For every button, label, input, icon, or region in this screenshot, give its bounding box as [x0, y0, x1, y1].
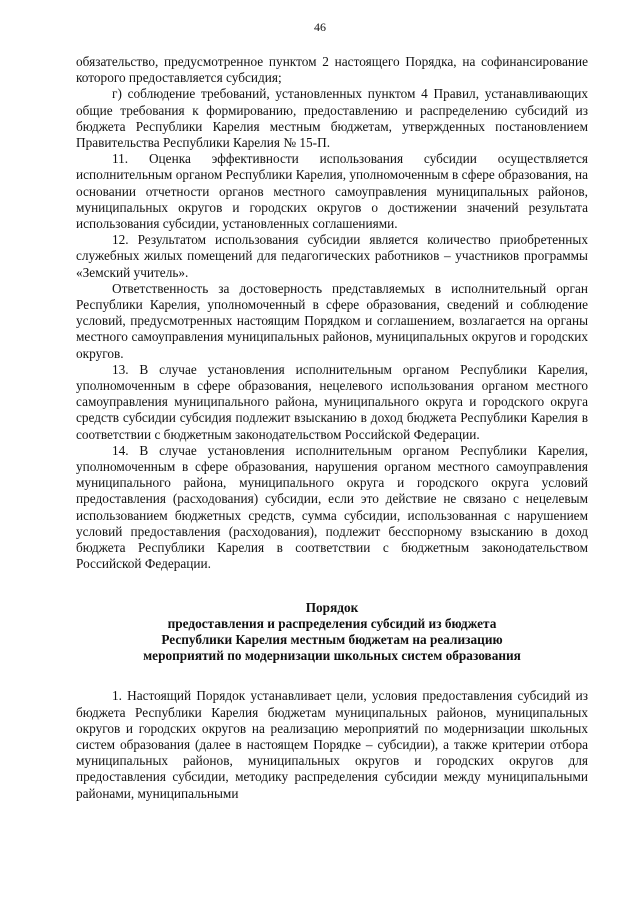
section-title-line-3: Республики Карелия местным бюджетам на реализацию: [161, 631, 503, 647]
paragraph-item-g: г) соблюдение требований, установленных пунктом 4 Правил, устанавливающих общие требования к формированию, предоставлению и распределению субсидий из бюджета Республики Карелия местным бюджетам, утвержденных постановлением Правительства Республики Карелия № 15-П.: [76, 86, 588, 151]
page-number: 46: [314, 20, 326, 34]
section-title: [76, 600, 588, 665]
section-title-line-2: предоставления и распределения субсидий из бюджета: [167, 615, 497, 631]
section-title-line-1: Порядок: [305, 599, 359, 615]
paragraph-14: 14. В случае установления исполнительным органом Республики Карелия, уполномоченным в сфере образования, нарушения органом местного самоуправления муниципального района, муниципального округа и городского округа условий предоставления (расходования) субсидии, если это действие не связано с нецелевым использованием бюджетных средств, сумма субсидии, использованная с нарушением условий предоставления (расходования), подлежит бесспорному взысканию в доход бюджета Республики Карелия в соответствии с бюджетным законодательством Российской Федерации.: [76, 442, 588, 572]
document-body: [76, 54, 588, 802]
paragraph-responsibility: Ответственность за достоверность представляемых в исполнительный орган Республики Карелия, уполномоченный в сфере образования, сведений и соблюдение условий, предусмотренных настоящим Порядком и соглашением, возлагается на органы местного самоуправления муниципальных районов, муниципальных округов и городских округов.: [76, 280, 588, 361]
section-paragraph-1: 1. Настоящий Порядок устанавливает цели, условия предоставления субсидий из бюджета Республики Карелия бюджетам муниципальных районов, муниципальных округов и городских округов на реализацию мероприятий по модернизации школьных систем образования (далее в настоящем Порядке – субсидии), а также критерии отбора муниципальных районов, муниципальных округов и городских округов для предоставления субсидии, методику распределения субсидии между муниципальными районами, муниципальными: [76, 688, 588, 801]
paragraph-continuation: обязательство, предусмотренное пунктом 2 настоящего Порядка, на софинансирование которого предоставляется субсидия;: [76, 54, 588, 86]
paragraph-11: 11. Оценка эффективности использования субсидии осуществляется исполнительным органом Республики Карелия, уполномоченным в сфере образования, на основании отчетности органов местного самоуправления муниципальных районов, муниципальных округов и городских округов о достижении значений результата использования субсидии, установленных соглашениями.: [76, 151, 588, 232]
paragraph-13: 13. В случае установления исполнительным органом Республики Карелия, уполномоченным в сфере образования, нецелевого использования органом местного самоуправления муниципального района, муниципального округа и городского округа средств субсидии субсидия подлежит взысканию в доход бюджета Республики Карелия в соответствии с бюджетным законодательством Российской Федерации.: [76, 361, 588, 442]
paragraph-12: 12. Результатом использования субсидии является количество приобретенных служебных жилых помещений для педагогических работников – участников программы «Земский учитель».: [76, 232, 588, 280]
section-title-line-4: мероприятий по модернизации школьных систем образования: [143, 648, 521, 664]
